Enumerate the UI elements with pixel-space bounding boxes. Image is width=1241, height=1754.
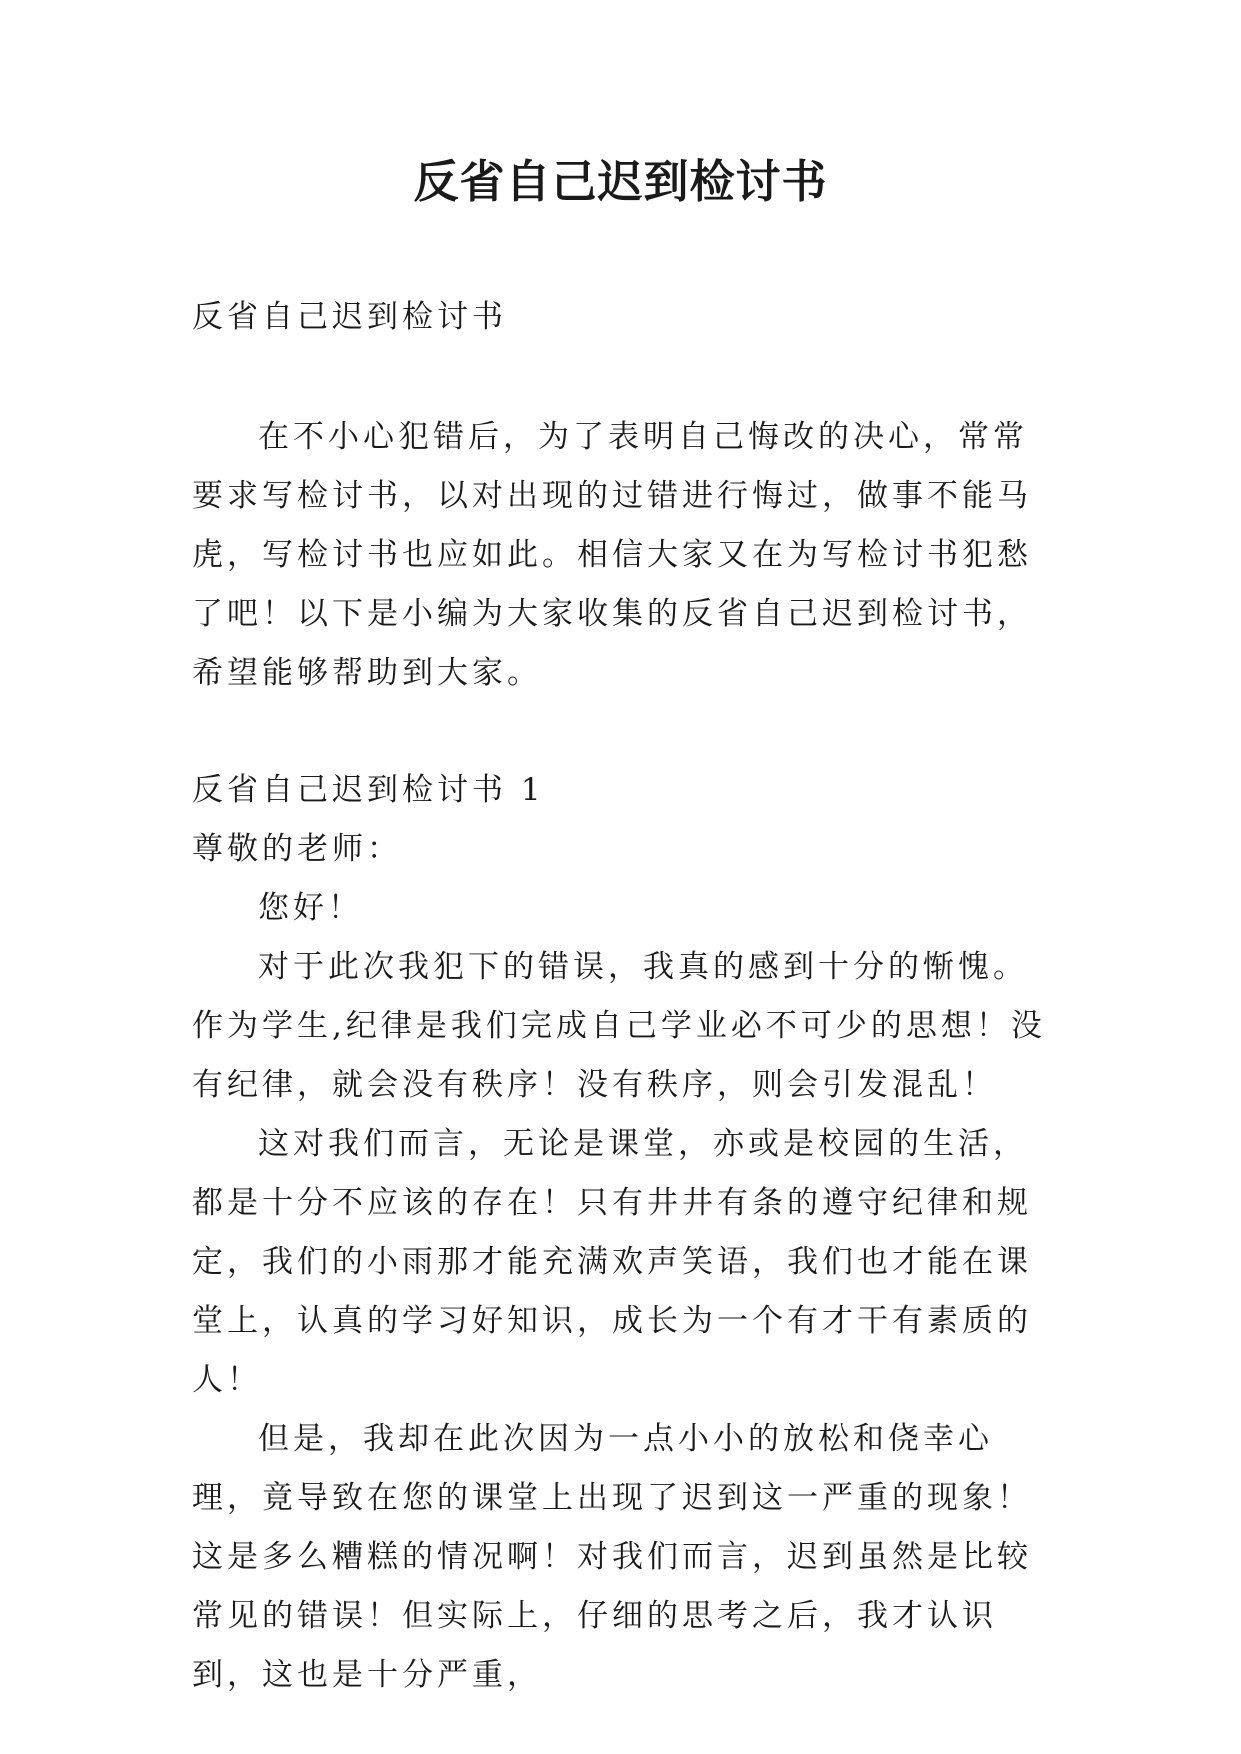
body-paragraph: 对于此次我犯下的错误，我真的感到十分的惭愧。作为学生,纪律是我们完成自己学业必不可少的思想！没有纪律，就会没有秩序！没有秩序，则会引发混乱！ <box>192 949 1046 1103</box>
document-title: 反省自己迟到检讨书 <box>413 155 828 208</box>
intro-paragraph: 在不小心犯错后，为了表明自己悔改的决心，常常要求写检讨书，以对出现的过错进行悔过，做事不能马虎，写检讨书也应如此。相信大家又在为写检讨书犯愁了吧！以下是小编为大家收集的反省自己迟到检讨书，希望能够帮助到大家。 <box>192 419 1032 691</box>
greeting: 您好！ <box>258 890 363 926</box>
body-paragraph: 但是，我却在此次因为一点小小的放松和侥幸心理，竟导致在您的课堂上出现了迟到这一严重的现象！这是多么糟糕的情况啊！对我们而言，迟到虽然是比较常见的错误！但实际上，仔细的思考之后，我才认识到，这也是十分严重， <box>192 1421 1032 1693</box>
document-body <box>192 288 1054 1705</box>
section-heading: 反省自己迟到检讨书 1 <box>192 772 545 808</box>
document-subtitle: 反省自己迟到检讨书 <box>192 299 507 335</box>
salutation: 尊敬的老师： <box>192 831 402 867</box>
body-paragraph: 这对我们而言，无论是课堂，亦或是校园的生活，都是十分不应该的存在！只有井井有条的遵守纪律和规定，我们的小雨那才能充满欢声笑语，我们也才能在课堂上，认真的学习好知识，成长为一个有才干有素质的人！ <box>192 1126 1032 1398</box>
